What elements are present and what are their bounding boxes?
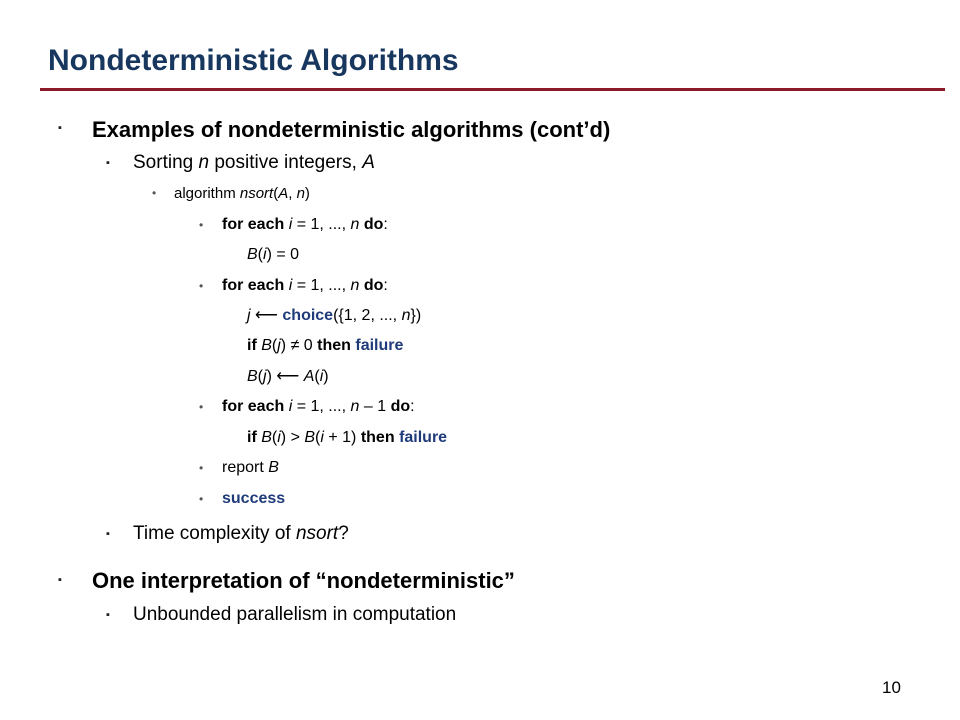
code-success: success [222,490,286,507]
title-divider [40,88,945,91]
code-report: report B [222,459,279,476]
bullet-interpretation: One interpretation of “nondeterministic” [92,568,515,593]
slide-title: Nondeterministic Algorithms [48,44,459,77]
dot-bullet-icon: • [199,461,204,475]
square-bullet-icon: ▪ [106,609,110,621]
code-assign: B(j) ⟵ A(i) [247,368,329,385]
dot-bullet-icon: • [152,186,157,200]
code-loop-2: for each i = 1, ..., n do: [222,277,388,294]
dot-bullet-icon: • [199,279,204,293]
bullet-sorting: Sorting n positive integers, A [133,152,375,173]
square-bullet-icon: ▪ [58,574,62,586]
code-loop-3: for each i = 1, ..., n – 1 do: [222,398,415,415]
square-bullet-icon: ▪ [106,157,110,169]
bullet-parallelism: Unbounded parallelism in computation [133,604,457,625]
code-loop-1: for each i = 1, ..., n do: [222,216,388,233]
bullet-examples: Examples of nondeterministic algorithms (cont’d) [92,117,611,142]
bullet-time-complexity: Time complexity of nsort? [133,523,349,544]
square-bullet-icon: ▪ [58,122,62,134]
code-compare: if B(i) > B(i + 1) then failure [247,429,448,446]
square-bullet-icon: ▪ [106,528,110,540]
dot-bullet-icon: • [199,400,204,414]
dot-bullet-icon: • [199,492,204,506]
code-init: B(i) = 0 [247,246,300,263]
code-check: if B(j) ≠ 0 then failure [247,337,404,354]
algorithm-header: algorithm nsort(A, n) [174,185,310,202]
dot-bullet-icon: • [199,218,204,232]
code-choice: j ⟵ choice({1, 2, ..., n}) [247,307,422,324]
page-number: 10 [882,678,901,697]
